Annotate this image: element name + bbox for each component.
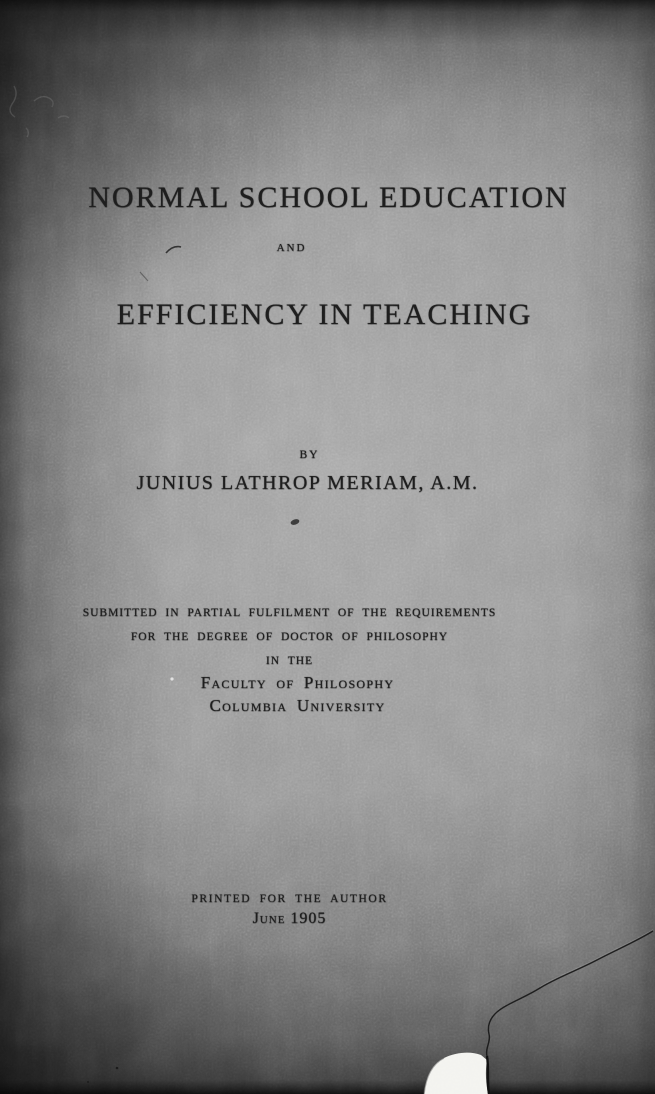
submission-line-3: IN THE: [265, 655, 314, 667]
page-tear: [424, 1053, 488, 1094]
book-title-line2: EFFICIENCY IN TEACHING: [116, 298, 533, 331]
book-title-line1: NORMAL SCHOOL EDUCATION: [88, 181, 569, 214]
pencil-scribble: [10, 86, 69, 137]
submission-line-1: SUBMITTED IN PARTIAL FULFILMENT OF THE REQUIREMENTS: [82, 607, 497, 619]
dark-speck: [116, 1067, 119, 1070]
page-tear-shadow: [424, 1058, 444, 1094]
dark-speck: [87, 1081, 89, 1083]
byline-label: BY: [299, 449, 320, 461]
small-scratch: [140, 272, 148, 281]
title-conjunction: AND: [276, 242, 307, 254]
ink-smudge: [290, 518, 300, 526]
imprint-date: June 1905: [252, 910, 327, 927]
crack-highlight: [540, 930, 653, 987]
author-name: JUNIUS LATHROP MERIAM, A.M.: [136, 472, 479, 494]
submission-line-2: FOR THE DEGREE OF DOCTOR OF PHILOSOPHY: [130, 631, 449, 643]
tear-crack-edge: [487, 1056, 489, 1094]
crack-line: [487, 931, 653, 1056]
faculty-line: Faculty of Philosophy: [200, 673, 395, 692]
imprint-line: PRINTED FOR THE AUTHOR: [191, 893, 388, 905]
university-line: Columbia University: [209, 696, 386, 715]
